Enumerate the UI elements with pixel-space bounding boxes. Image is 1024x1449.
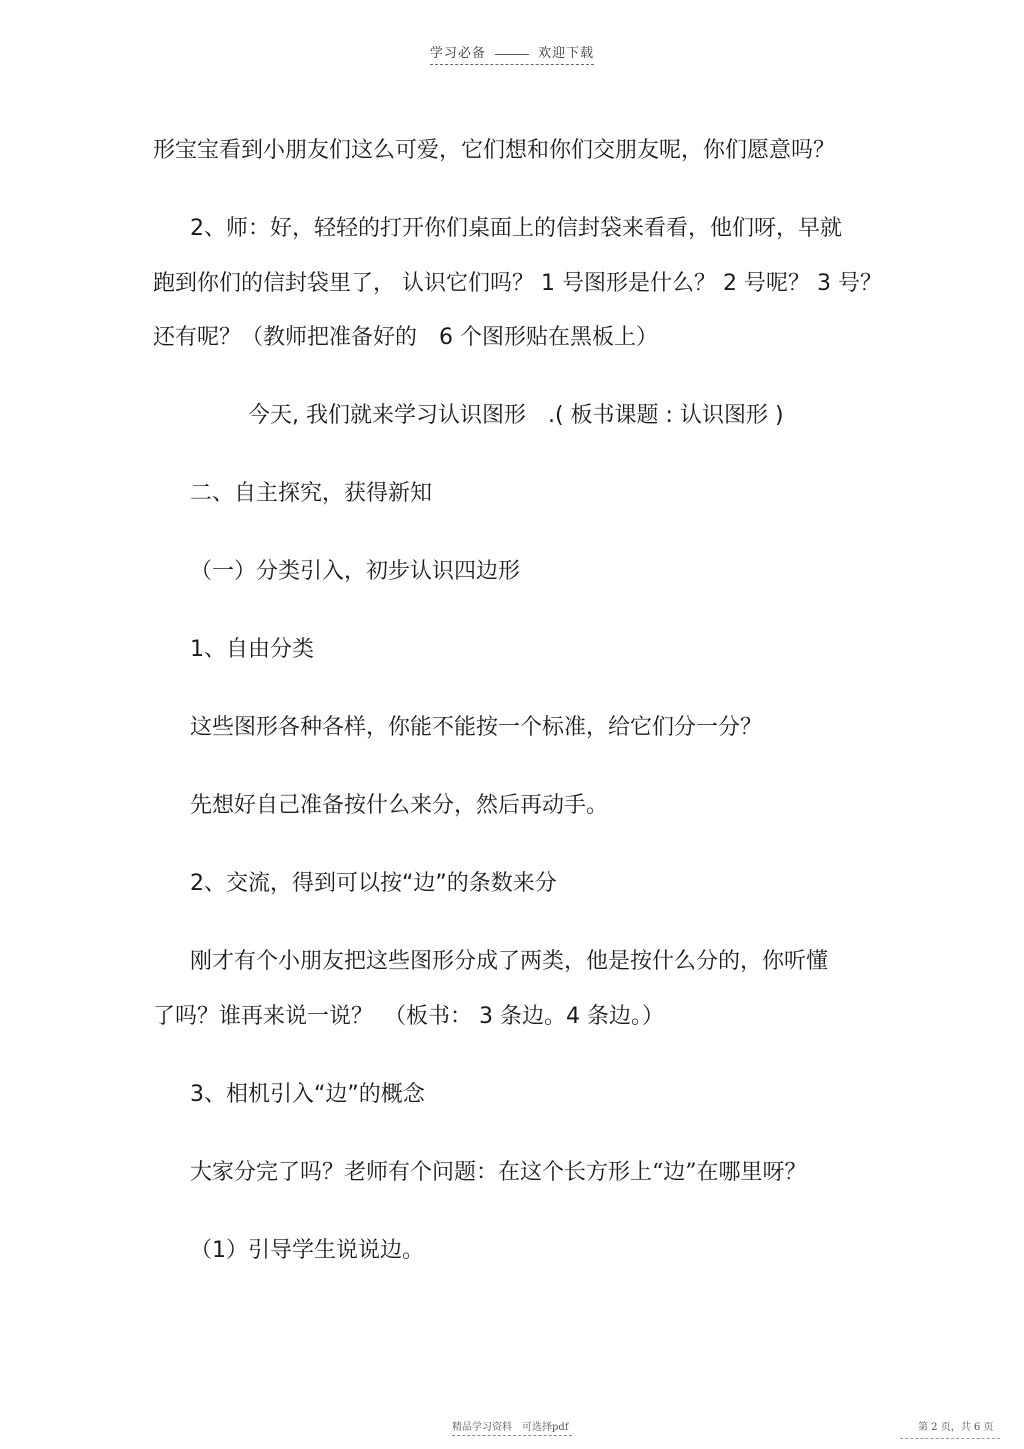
- footer-page-number: 第 2 页，共 6 页: [918, 1422, 994, 1433]
- section-heading: 二、自主探究，获得新知: [190, 481, 433, 506]
- subsection-heading: （一）分类引入，初步认识四边形: [190, 559, 521, 584]
- body-line-11: 2、交流，得到可以按“边”的条数来分: [190, 871, 557, 896]
- page-header: [0, 42, 1024, 65]
- body-line-10: 先想好自己准备按什么来分，然后再动手。: [190, 793, 609, 818]
- body-line-14: 3、相机引入“边”的概念: [190, 1082, 425, 1107]
- body-line-5: 今天, 我们就来学习认识图形 .( 板书课题 : 认识图形 ): [248, 403, 784, 428]
- body-line-3: 跑到你们的信封袋里了， 认识它们吗？ 1 号图形是什么？ 2 号呢？ 3 号？: [153, 271, 882, 296]
- body-line-13: 了吗？谁再来说一说？ （板书： 3 条边。4 条边。）: [153, 1004, 664, 1029]
- body-line-1: 形宝宝看到小朋友们这么可爱，它们想和你们交朋友呢，你们愿意吗？: [153, 138, 836, 163]
- body-line-12: 刚才有个小朋友把这些图形分成了两类，他是按什么分的，你听懂: [190, 949, 829, 974]
- body-line-2: 2、师：好，轻轻的打开你们桌面上的信封袋来看看，他们呀，早就: [190, 216, 842, 241]
- footer-divider: [900, 1438, 1000, 1439]
- body-line-8: 1、自由分类: [190, 637, 314, 662]
- body-line-4: 还有呢？（教师把准备好的 6 个图形贴在黑板上）: [153, 325, 658, 350]
- body-line-16: （1）引导学生说说边。: [190, 1238, 424, 1263]
- footer-left-text: 精品学习资料 可选择pdf: [452, 1418, 572, 1436]
- header-divider: [495, 53, 529, 55]
- header-left-text: 学习必备: [429, 46, 486, 61]
- body-line-15: 大家分完了吗？老师有个问题：在这个长方形上“边”在哪里呀？: [190, 1160, 807, 1185]
- header-right-text: 欢迎下载: [538, 46, 595, 61]
- body-line-9: 这些图形各种各样，你能不能按一个标准，给它们分一分？: [190, 715, 763, 740]
